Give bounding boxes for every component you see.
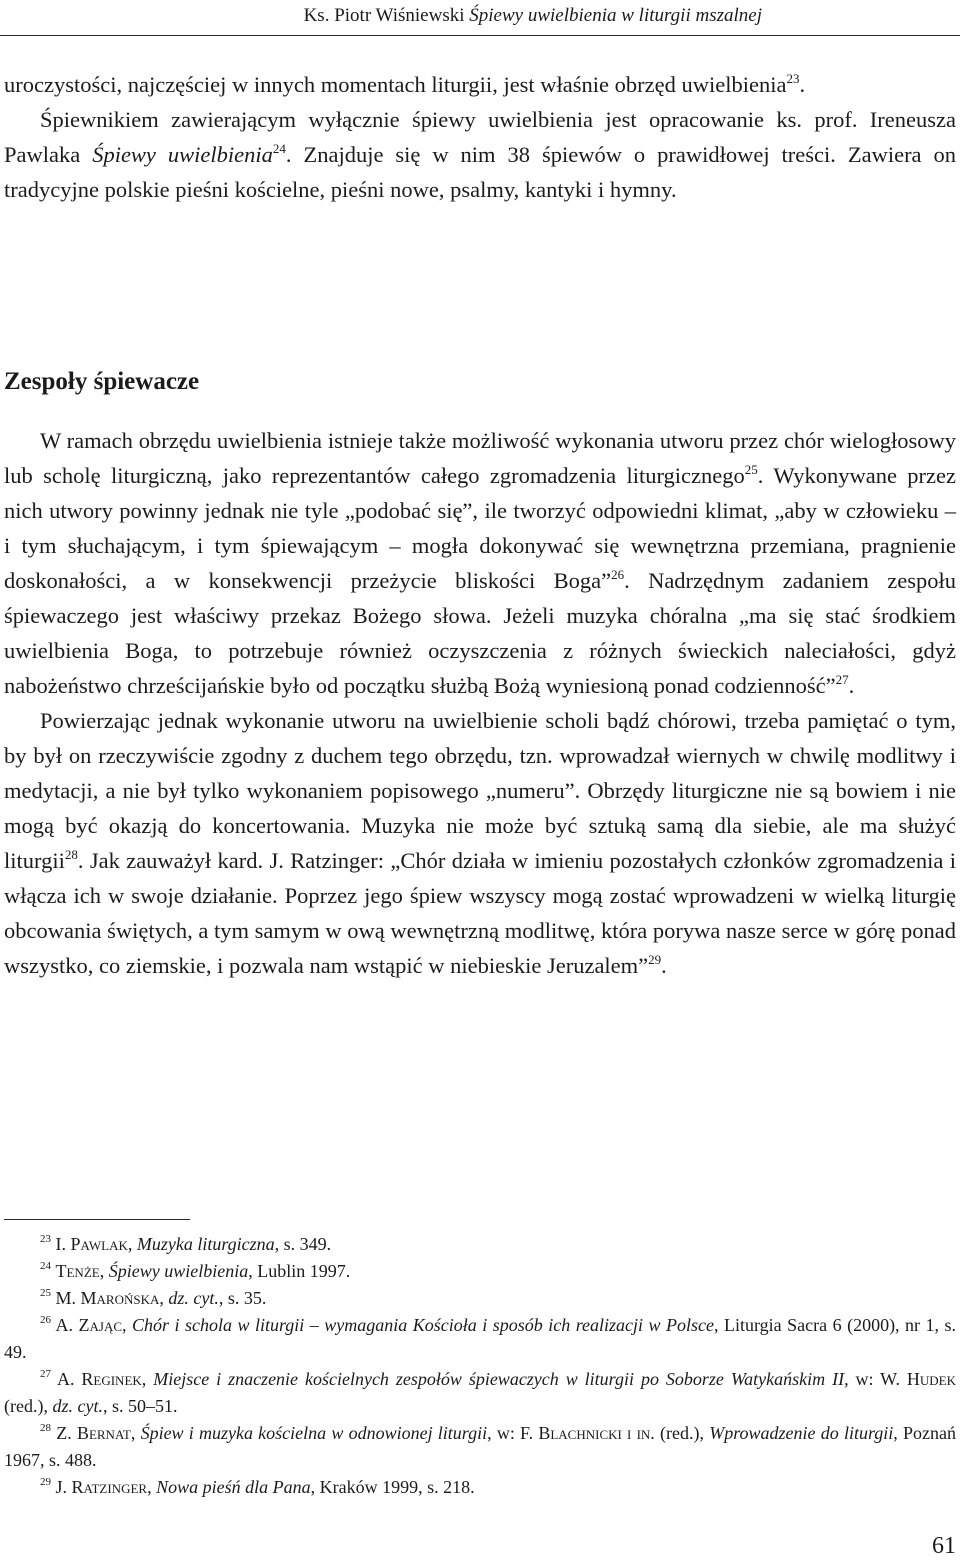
footnote-25 xyxy=(4,1285,956,1312)
footnote-27 xyxy=(4,1366,956,1420)
text-span: , Kraków 1999, s. 218. xyxy=(310,1477,475,1497)
text-span: , Liturgia Sacra 6 (2000), nr 1, s. 49. xyxy=(4,1315,957,1362)
text-span: . Wykonywane przez nich utwory powinny jednak nie tyle „podobać się”, ile tworzyć odpowiedni klimat, „aby w człowieku – i tym słuchającym, i tym śpiewającym – mogła dokonywać się wewnętrzna przemiana, pragnienie doskonałości, a w konsekwencji przeżycie bliskości Boga” xyxy=(4,463,956,593)
text-span: , xyxy=(122,1315,133,1335)
footnote-title: Nowa pieśń dla Pana xyxy=(156,1477,311,1497)
footnote-title: Miejsce i znaczenie kościelnych zespołów śpiewaczych w liturgii po Soborze Watykańskim II xyxy=(153,1369,845,1389)
text-span: A. xyxy=(56,1369,82,1389)
footnote-ref-28: 28 xyxy=(64,847,78,862)
section-paragraph-2 xyxy=(4,703,956,983)
footnote-ref-26: 26 xyxy=(611,567,625,582)
intro-text xyxy=(4,67,956,207)
text-span: , xyxy=(127,1234,137,1254)
footnote-26 xyxy=(4,1312,956,1366)
text-span: (red.), xyxy=(4,1396,53,1416)
text-span: Powierzając jednak wykonanie utworu na uwielbienie scholi bądź chórowi, trzeba pamiętać o tym, by był on rzeczywiście zgodny z duchem tego obrzędu, tzn. wprowadzał wiernych w chwilę modlitwy i medytacji, a nie był tylko wykonaniem popisowego „numeru”. Obrzędy liturgiczne nie są bowiem i nie mogą być okazją do koncertowania. Muzyka nie może być sztuką samą dla siebie, ale ma służyć liturgii xyxy=(4,708,956,873)
footnote-author: Ratzinger xyxy=(71,1477,148,1497)
footnote-title: Śpiewy uwielbienia xyxy=(108,1261,249,1281)
footnote-ref-27: 27 xyxy=(835,672,849,687)
footnotes xyxy=(4,1231,956,1501)
header-rule xyxy=(0,35,960,36)
footnote-author: Reginek xyxy=(81,1369,142,1389)
footnote-number: 26 xyxy=(40,1314,51,1326)
text-span: . xyxy=(799,72,806,97)
text-span: W ramach obrzędu uwielbienia istnieje także możliwość wykonania utworu przez chór wielogłosowy lub scholę liturgiczną, jako reprezentantów całego zgromadzenia liturgicznego xyxy=(4,428,956,488)
footnote-29 xyxy=(4,1474,956,1501)
text-span: I. xyxy=(55,1234,71,1254)
text-span: , s. 349. xyxy=(274,1234,332,1254)
text-span: Śpiewnikiem zawierającym wyłącznie śpiewy uwielbienia jest opracowanie ks. prof. Ireneusza Pawlaka xyxy=(4,107,956,167)
footnote-title: Muzyka liturgiczna xyxy=(136,1234,275,1254)
footnote-ref-29: 29 xyxy=(648,952,662,967)
text-span: , s. 50–51. xyxy=(102,1396,178,1416)
footnote-23 xyxy=(4,1231,956,1258)
running-header xyxy=(304,4,762,28)
book-title: Śpiewy uwielbienia xyxy=(92,142,273,167)
footnote-24 xyxy=(4,1258,956,1285)
footnote-author: Tenże xyxy=(55,1261,100,1281)
footnote-title: Wprowadzenie do liturgii xyxy=(709,1423,894,1443)
text-span: Z. xyxy=(56,1423,77,1443)
footnote-number: 27 xyxy=(40,1368,51,1380)
intro-paragraph-1 xyxy=(4,67,956,102)
text-span: . xyxy=(848,673,855,698)
footnote-number: 23 xyxy=(40,1233,51,1245)
footnote-author: Zając xyxy=(78,1315,123,1335)
text-span: , xyxy=(147,1477,157,1497)
text-span: J. xyxy=(55,1477,72,1497)
page-number: 61 xyxy=(932,1533,956,1559)
text-span: A. xyxy=(55,1315,79,1335)
text-span: . Jak zauważył kard. J. Ratzinger: „Chór działa w imieniu pozostałych członków zgromadzenia i włącza ich w swoje działanie. Poprzez jego śpiew wszyscy mogą zostać wprowadzeni w wielką liturgię obcowania świętych, a tym samym w ową wewnętrzną modlitwę, która porywa nasze serce w górę ponad wszystko, co ziemskie, i pozwala nam wstąpić w niebieskie Jeruzalem” xyxy=(4,848,956,978)
footnote-author: Pawlak xyxy=(70,1234,128,1254)
section-heading: Zespoły śpiewacze xyxy=(4,368,200,395)
footnote-number: 29 xyxy=(40,1476,51,1488)
header-title: Śpiewy uwielbienia w liturgii mszalnej xyxy=(469,5,762,26)
footnote-number: 28 xyxy=(40,1422,51,1434)
footnote-number: 24 xyxy=(40,1260,51,1272)
text-span: M. xyxy=(55,1288,81,1308)
text-span: (red.), xyxy=(654,1423,710,1443)
text-span: , xyxy=(159,1288,169,1308)
text-span: , xyxy=(141,1369,154,1389)
section-text xyxy=(4,423,956,983)
footnote-ref-24: 24 xyxy=(272,141,286,156)
text-span: , s. 35. xyxy=(218,1288,267,1308)
intro-paragraph-2 xyxy=(4,102,956,207)
text-span: uroczystości, najczęściej w innych momentach liturgii, jest właśnie obrzęd uwielbienia xyxy=(4,72,787,97)
text-span: . xyxy=(661,953,667,978)
footnote-author: Bernat xyxy=(76,1423,131,1443)
footnote-title: dz. cyt. xyxy=(168,1288,219,1308)
text-span: , w: F. xyxy=(487,1423,539,1443)
text-span: , xyxy=(99,1261,109,1281)
footnote-title: dz. cyt. xyxy=(52,1396,103,1416)
text-span: , Poznań 1967, s. 488. xyxy=(4,1423,956,1470)
header-author: Ks. Piotr Wiśniewski xyxy=(303,5,465,26)
footnote-28 xyxy=(4,1420,956,1474)
footnote-title: Chór i schola w liturgii – wymagania Kościoła i sposób ich realizacji w Polsce xyxy=(132,1315,714,1335)
footnote-ref-25: 25 xyxy=(744,462,758,477)
footnote-ref-23: 23 xyxy=(786,71,800,86)
footnote-number: 25 xyxy=(40,1287,51,1299)
text-span: , Lublin 1997. xyxy=(248,1261,351,1281)
section-paragraph-1 xyxy=(4,423,956,703)
footnote-separator xyxy=(4,1219,190,1220)
text-span: . Nadrzędnym zadaniem zespołu śpiewaczego jest właściwy przekaz Bożego słowa. Jeżeli muzyka chóralna „ma się stać środkiem uwielbienia Boga, to potrzebuje również oczyszczenia z różnych świeckich naleciałości, gdyż nabożeństwo chrześcijańskie było od początku służbą Bożą wyniesioną ponad codzienność” xyxy=(4,568,956,698)
footnote-author: Hudek xyxy=(906,1369,956,1389)
footnote-title: Śpiew i muzyka kościelna w odnowionej liturgii xyxy=(140,1423,488,1443)
footnote-author: Marońska xyxy=(80,1288,160,1308)
text-span: , xyxy=(130,1423,141,1443)
footnote-author: Blachnicki i in. xyxy=(538,1423,655,1443)
text-span: , w: W. xyxy=(844,1369,907,1389)
text-span: . Znajduje się w nim 38 śpiewów o prawidłowej treści. Zawiera on tradycyjne polskie pieśni kościelne, pieśni nowe, psalmy, kantyki i hymny. xyxy=(4,142,957,202)
